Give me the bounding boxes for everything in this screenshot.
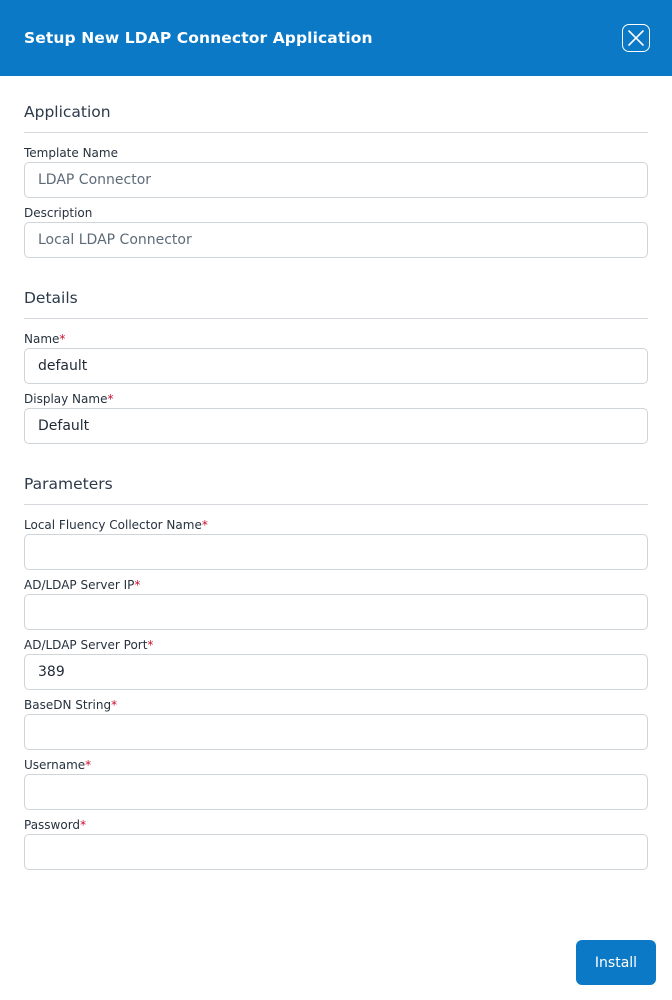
required-marker: * — [111, 698, 118, 712]
collector-name-input[interactable] — [24, 534, 648, 570]
password-input[interactable] — [24, 834, 648, 870]
template-name-label: Template Name — [24, 146, 118, 160]
server-ip-label: AD/LDAP Server IP* — [24, 578, 141, 592]
section-divider — [24, 132, 648, 133]
basedn-input[interactable] — [24, 714, 648, 750]
dialog-title: Setup New LDAP Connector Application — [24, 29, 373, 47]
required-marker: * — [201, 518, 208, 532]
password-label: Password* — [24, 818, 87, 832]
required-marker: * — [80, 818, 87, 832]
display-name-input[interactable] — [24, 408, 648, 444]
template-name-input[interactable] — [24, 162, 648, 198]
display-name-label: Display Name* — [24, 392, 114, 406]
section-title-parameters: Parameters — [24, 475, 113, 493]
required-marker: * — [134, 578, 141, 592]
required-marker: * — [147, 638, 154, 652]
section-divider — [24, 318, 648, 319]
server-port-input[interactable] — [24, 654, 648, 690]
close-button[interactable] — [622, 24, 650, 52]
name-input[interactable] — [24, 348, 648, 384]
section-title-application: Application — [24, 103, 111, 121]
description-label: Description — [24, 206, 93, 220]
username-input[interactable] — [24, 774, 648, 810]
dialog-header — [0, 0, 672, 76]
collector-name-label: Local Fluency Collector Name* — [24, 518, 208, 532]
username-label: Username* — [24, 758, 92, 772]
section-divider — [24, 504, 648, 505]
close-icon — [627, 29, 645, 47]
name-label: Name* — [24, 332, 66, 346]
basedn-label: BaseDN String* — [24, 698, 118, 712]
required-marker: * — [59, 332, 66, 346]
server-port-label: AD/LDAP Server Port* — [24, 638, 154, 652]
install-button[interactable]: Install — [576, 940, 656, 985]
server-ip-input[interactable] — [24, 594, 648, 630]
section-title-details: Details — [24, 289, 78, 307]
description-input[interactable] — [24, 222, 648, 258]
required-marker: * — [107, 392, 114, 406]
required-marker: * — [85, 758, 92, 772]
